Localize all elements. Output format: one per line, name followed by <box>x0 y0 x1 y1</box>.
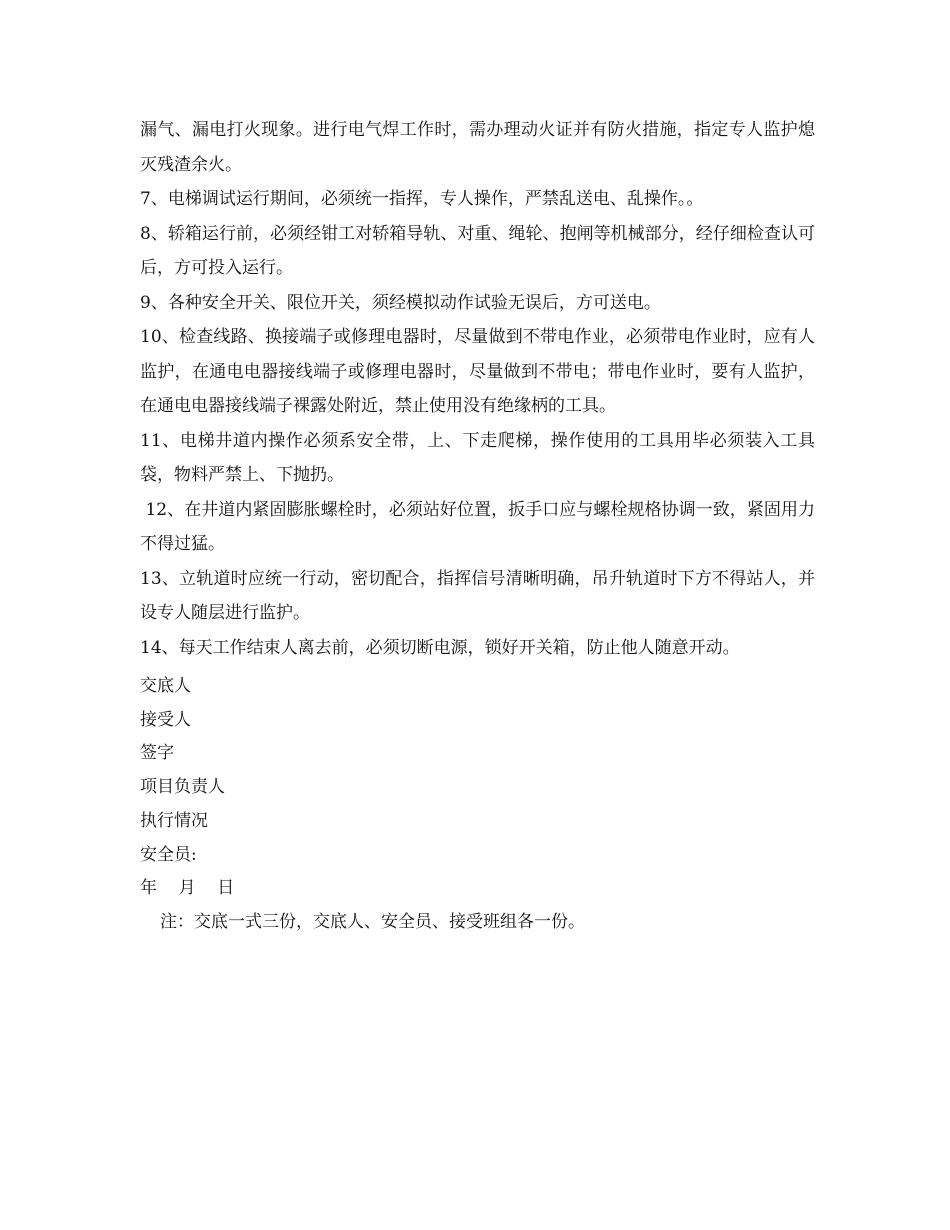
execution-label: 执行情况 <box>140 810 208 831</box>
signature-section <box>140 670 815 906</box>
paragraph-item-14: 14、每天工作结束人离去前，必须切断电源，锁好开关箱，防止他人随意开动。 <box>140 637 740 658</box>
receiver-label: 接受人 <box>140 709 191 730</box>
handover-person-label: 交底人 <box>140 676 191 696</box>
paragraph-item-9: 9、各种安全开关、限位开关，须经模拟动作试验无误后，方可送电。 <box>140 292 661 313</box>
sign-label: 签字 <box>140 743 174 764</box>
safety-instructions-body <box>140 113 815 665</box>
paragraph-item-12: 12、在井道内紧固膨胀螺栓时，必须站好位置，扳手口应与螺栓规格协调一致，紧固用力不得过猛。 <box>140 499 816 554</box>
paragraph-continuation: 漏气、漏电打火现象。进行电气焊工作时，需办理动火证并有防火措施，指定专人监护熄灭残渣余火。 <box>140 120 815 175</box>
footnote: 注：交底一式三份，交底人、安全员、接受班组各一份。 <box>160 912 585 932</box>
date-label: 年 月 日 <box>140 878 235 899</box>
paragraph-item-7: 7、电梯调试运行期间，必须统一指挥，专人操作，严禁乱送电、乱操作。。 <box>140 189 704 209</box>
paragraph-item-11: 11、电梯井道内操作必须系安全带，上、下走爬梯，操作使用的工具用毕必须装入工具袋，物料严禁上、下抛扔。 <box>140 430 815 485</box>
paragraph-item-10: 10、检查线路、换接端子或修理电器时，尽量做到不带电作业，必须带电作业时，应有人监护，在通电电器接线端子或修理电器时，尽量做到不带电；带电作业时，要有人监护，在通电电器接线端子裸露处附近，禁止使用没有绝缘柄的工具。 <box>140 327 815 416</box>
paragraph-item-8: 8、轿箱运行前，必须经钳工对轿箱导轨、对重、绳轮、抱闸等机械部分，经仔细检查认可后，方可投入运行。 <box>140 223 815 278</box>
safety-officer-label: 安全员: <box>140 844 197 865</box>
paragraph-item-13: 13、立轨道时应统一行动，密切配合，指挥信号清晰明确，吊升轨道时下方不得站人，并设专人随层进行监护。 <box>140 568 815 623</box>
project-leader-label: 项目负责人 <box>140 777 225 798</box>
